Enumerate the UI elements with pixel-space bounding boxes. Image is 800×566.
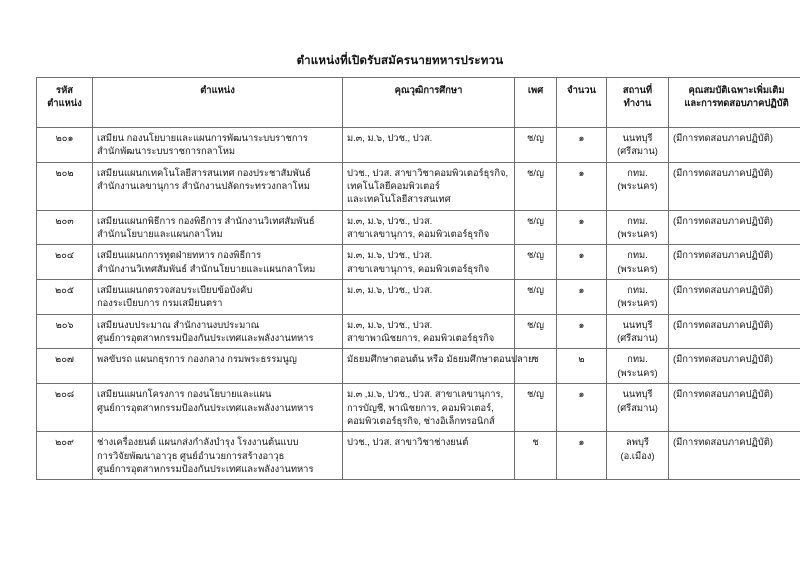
table-row [37, 280, 800, 315]
cell-qualification-line: ปวช., ปวส. สาขาวิชาคอมพิวเตอร์ธุรกิจ, [347, 166, 509, 178]
cell-sex: ช/ญ [515, 384, 557, 432]
cell-sex: ช/ญ [515, 314, 557, 349]
column-header-code [37, 78, 93, 128]
cell-position-code: ๒๐๔ [37, 245, 93, 280]
cell-position-name-line: เสมียนแผนกตรวจสอบระเบียบข้อบังคับ [97, 284, 253, 296]
cell-extra-qualification [669, 384, 800, 432]
cell-workplace-line: กทม. [627, 284, 648, 296]
cell-qualification-line: เทคโนโลยีคอมพิวเตอร์ [347, 180, 440, 192]
cell-position-name [93, 245, 343, 280]
cell-workplace-line: (ศรีสมาน) [617, 332, 658, 344]
cell-position-name [93, 128, 343, 163]
cell-extra-qualification-line: (มีการทดสอบภาคปฏิบัติ) [673, 318, 773, 330]
cell-position-name [93, 210, 343, 245]
cell-qualification [343, 349, 534, 384]
cell-position-code: ๒๐๓ [37, 210, 93, 245]
cell-amount: ๑ [557, 280, 607, 315]
table-row [37, 210, 800, 245]
cell-qualification [343, 384, 515, 432]
cell-workplace-line: (พระนคร) [617, 366, 658, 378]
cell-extra-qualification-line: (มีการทดสอบภาคปฏิบัติ) [673, 436, 773, 448]
cell-position-name-line: สำนักนโยบายและแผนกลาโหม [97, 228, 223, 240]
cell-qualification-line: คอมพิวเตอร์ธุรกิจ, ช่างอิเล็กทรอนิกส์ [347, 414, 495, 426]
cell-position-name-line: ช่างเครื่องยนต์ แผนกส่งกำลังบำรุง โรงงานต้นแบบ [97, 436, 299, 448]
cell-qualification [343, 162, 515, 210]
table-row [37, 128, 800, 163]
cell-workplace-line: นนทบุรี [622, 132, 653, 143]
column-header-position: ตำแหน่ง [93, 78, 343, 128]
cell-position-name [93, 349, 343, 384]
cell-position-name-line: พลขับรถ แผนกธุรการ กองกลาง กรมพระธรรมนูญ [97, 353, 297, 365]
cell-workplace [607, 349, 669, 384]
cell-workplace [607, 128, 669, 163]
cell-position-name-line: กองระเบียบการ กรมเสมียนตรา [97, 297, 223, 309]
column-header-amount: จำนวน [557, 78, 607, 128]
cell-workplace [607, 432, 669, 480]
job-positions-table [36, 77, 800, 480]
table-row [37, 245, 800, 280]
cell-amount: ๑ [557, 384, 607, 432]
cell-position-name-line: ศูนย์การอุตสาหกรรมป้องกันประเทศและพลังงานทหาร [97, 332, 314, 344]
cell-workplace-line: (พระนคร) [617, 297, 658, 309]
cell-qualification-line: สาขาพาณิชยการ, คอมพิวเตอร์ธุรกิจ [347, 332, 495, 344]
cell-extra-qualification [669, 432, 800, 480]
cell-extra-qualification-line: (มีการทดสอบภาคปฏิบัติ) [673, 249, 773, 261]
cell-amount: ๑ [557, 162, 607, 210]
cell-sex: ช/ญ [515, 245, 557, 280]
cell-workplace [607, 245, 669, 280]
cell-workplace-line: กทม. [627, 166, 648, 178]
cell-position-code: ๒๐๕ [37, 280, 93, 315]
table-header [37, 78, 800, 128]
table-row [37, 162, 800, 210]
cell-amount: ๑ [557, 245, 607, 280]
cell-workplace-line: ลพบุรี [626, 436, 649, 448]
cell-position-name [93, 280, 343, 315]
cell-qualification-line: สาขาเลขานุการ, คอมพิวเตอร์ธุรกิจ [347, 228, 490, 240]
cell-sex: ช [515, 349, 557, 384]
cell-qualification-line: ม.๓, ม.๖, ปวช., ปวส. [347, 132, 433, 143]
cell-extra-qualification-line: (มีการทดสอบภาคปฏิบัติ) [673, 353, 773, 365]
cell-position-name [93, 432, 343, 480]
cell-extra-qualification-line: (มีการทดสอบภาคปฏิบัติ) [673, 284, 773, 296]
cell-workplace-line: (อ.เมือง) [620, 449, 655, 461]
cell-workplace [607, 280, 669, 315]
cell-position-name-line: ศูนย์การอุตสาหกรรมป้องกันประเทศและพลังงานทหาร [97, 401, 314, 413]
column-header-workplace-line2: ทำงาน [623, 97, 652, 109]
cell-sex: ช/ญ [515, 280, 557, 315]
column-header-sex: เพศ [515, 78, 557, 128]
cell-position-name-line: การวิจัยพัฒนาอาวุธ ศูนย์อำนวยการสร้างอาวุธ [97, 449, 285, 461]
table-row [37, 432, 800, 480]
column-header-workplace [607, 78, 669, 128]
cell-position-name [93, 384, 343, 432]
cell-position-code: ๒๐๑ [37, 128, 93, 163]
column-header-extra-line2: และการทดสอบภาคปฏิบัติ [684, 97, 789, 109]
cell-workplace-line: (พระนคร) [617, 228, 658, 240]
cell-extra-qualification [669, 245, 800, 280]
cell-position-code: ๒๐๗ [37, 349, 93, 384]
cell-qualification [343, 128, 515, 163]
cell-position-name-line: สำนักงานเลขานุการ สำนักงานปลัดกระทรวงกลาโหม [97, 180, 310, 192]
cell-extra-qualification [669, 128, 800, 163]
cell-position-name-line: สำนักพัฒนาระบบราชการกลาโหม [97, 145, 236, 157]
cell-qualification-line: ม.๓, ม.๖, ปวช., ปวส. [347, 318, 433, 330]
cell-qualification-line: ม.๓ ,ม.๖, ปวช., ปวส. สาขาเลขานุการ, [347, 388, 504, 400]
cell-extra-qualification [669, 349, 800, 384]
page-title: ตำแหน่งที่เปิดรับสมัครนายทหารประทวน [296, 55, 504, 67]
cell-sex: ช/ญ [515, 162, 557, 210]
cell-workplace-line: (ศรีสมาน) [617, 145, 658, 157]
cell-sex: ช/ญ [515, 210, 557, 245]
table-row [37, 349, 800, 384]
cell-qualification-line: มัธยมศึกษาตอนต้น หรือ มัธยมศึกษาตอนปลาย [347, 353, 534, 365]
cell-position-code: ๒๐๒ [37, 162, 93, 210]
cell-amount: ๑ [557, 210, 607, 245]
cell-qualification-line: การบัญชี, พาณิชยการ, คอมพิวเตอร์, [347, 401, 494, 413]
cell-workplace [607, 384, 669, 432]
cell-workplace-line: (พระนคร) [617, 262, 658, 274]
cell-workplace-line: (พระนคร) [617, 180, 658, 192]
cell-workplace [607, 210, 669, 245]
cell-extra-qualification [669, 162, 800, 210]
cell-position-code: ๒๐๘ [37, 384, 93, 432]
cell-position-code: ๒๐๖ [37, 314, 93, 349]
cell-amount: ๑ [557, 314, 607, 349]
cell-qualification-line: ม.๓, ม.๖, ปวช., ปวส. [347, 284, 433, 296]
cell-workplace [607, 314, 669, 349]
table-row [37, 314, 800, 349]
cell-extra-qualification [669, 314, 800, 349]
cell-workplace-line: กทม. [627, 353, 648, 365]
cell-qualification [343, 280, 515, 315]
cell-position-code: ๒๐๙ [37, 432, 93, 480]
cell-qualification-line: และเทคโนโลยีสารสนเทศ [347, 193, 451, 205]
cell-extra-qualification-line: (มีการทดสอบภาคปฏิบัติ) [673, 388, 773, 400]
cell-position-name-line: เสมียนแผนกการทูตฝ่ายทหาร กองพิธีการ [97, 249, 262, 261]
cell-workplace-line: (ศรีสมาน) [617, 401, 658, 413]
column-header-code-line2: ตำแหน่ง [47, 97, 82, 109]
column-header-qualification: คุณวุฒิการศึกษา [343, 78, 515, 128]
cell-workplace-line: นนทบุรี [622, 318, 653, 330]
cell-extra-qualification-line: (มีการทดสอบภาคปฏิบัติ) [673, 166, 773, 178]
cell-qualification [343, 314, 515, 349]
cell-position-name-line: สำนักงานวิเทศสัมพันธ์ สำนักนโยบายและแผนกลาโหม [97, 262, 316, 274]
cell-amount: ๑ [557, 432, 607, 480]
column-header-extra-qualification [669, 78, 800, 128]
cell-qualification [343, 210, 515, 245]
cell-position-name-line: เสมียนงบประมาณ สำนักงานงบประมาณ [97, 318, 260, 330]
cell-extra-qualification [669, 210, 800, 245]
table-header-row [37, 78, 800, 128]
column-header-code-line1: รหัส [56, 84, 73, 95]
column-header-extra-line1: คุณสมบัติเฉพาะเพิ่มเติม [688, 84, 785, 95]
cell-qualification-line: ม.๓, ม.๖, ปวช., ปวส. [347, 249, 433, 261]
cell-position-name [93, 314, 343, 349]
cell-workplace [607, 162, 669, 210]
cell-workplace-line: นนทบุรี [622, 388, 653, 400]
cell-sex: ช [515, 432, 557, 480]
cell-sex: ช/ญ [515, 128, 557, 163]
cell-qualification-line: สาขาเลขานุการ, คอมพิวเตอร์ธุรกิจ [347, 262, 490, 274]
cell-position-name-line: ศูนย์การอุตสาหกรรมป้องกันประเทศและพลังงานทหาร [97, 462, 314, 474]
column-header-workplace-line1: สถานที่ [622, 84, 653, 95]
cell-workplace-line: กทม. [627, 249, 648, 261]
cell-position-name-line: เสมียน กองนโยบายและแผนการพัฒนาระบบราชการ [97, 132, 308, 143]
table-row [37, 384, 800, 432]
cell-qualification [343, 432, 515, 480]
cell-workplace-line: กทม. [627, 214, 648, 226]
cell-extra-qualification-line: (มีการทดสอบภาคปฏิบัติ) [673, 214, 773, 226]
cell-amount: ๒ [557, 349, 607, 384]
cell-amount: ๑ [557, 128, 607, 163]
cell-position-name [93, 162, 343, 210]
cell-qualification-line: ปวช., ปวส. สาขาวิชาช่างยนต์ [347, 436, 469, 448]
cell-extra-qualification [669, 280, 800, 315]
cell-position-name-line: เสมียนแผนกพิธีการ กองพิธีการ สำนักงานวิเทศสัมพันธ์ [97, 214, 315, 226]
table-body [37, 128, 800, 480]
cell-position-name-line: เสมียนแผนกโครงการ กองนโยบายและแผน [97, 388, 272, 400]
cell-qualification [343, 245, 515, 280]
cell-position-name-line: เสมียนแผนกเทคโนโลยีสารสนเทศ กองประชาสัมพันธ์ [97, 166, 311, 178]
cell-qualification-line: ม.๓, ม.๖, ปวช., ปวส. [347, 214, 433, 226]
cell-extra-qualification-line: (มีการทดสอบภาคปฏิบัติ) [673, 132, 773, 143]
